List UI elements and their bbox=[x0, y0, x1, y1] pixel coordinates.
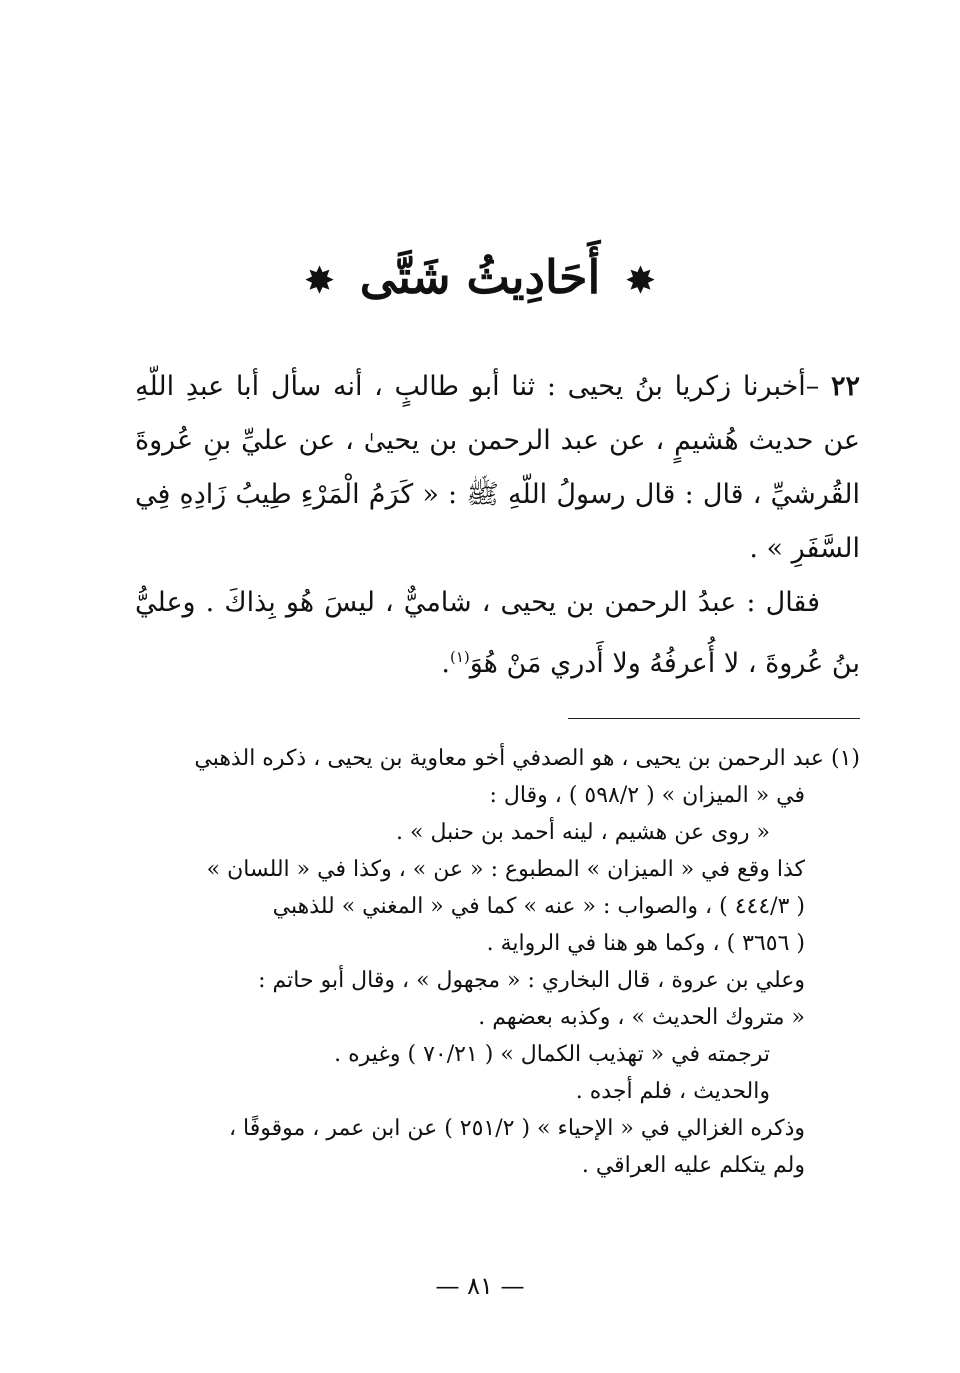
footnote-divider bbox=[568, 718, 860, 719]
footnote-reference[interactable]: (١) bbox=[449, 648, 470, 666]
page-number: — ٨١ — bbox=[435, 1272, 525, 1300]
footnote-line: ترجمته في « تهذيب الكمال » ( ٧٠/٢١ ) وغيره . bbox=[334, 1042, 770, 1067]
section-heading bbox=[0, 250, 960, 304]
footnote-line: كذا وقع في « الميزان » المطبوع : « عن » ، وكذا في « اللسان » bbox=[206, 857, 805, 882]
star-ornament-icon: ✸ bbox=[305, 261, 334, 301]
hadith-commentary-text: فقال : عبدُ الرحمن بن يحيى ، شاميٌّ ، ليسَ هُو بِذاكَ . وعليُّ بنُ عُروةَ ، لا أُعرفُهُ ولا أَدري مَنْ هُوَ bbox=[135, 587, 860, 679]
hadith-paragraph-2 bbox=[135, 576, 860, 691]
footnote-line: ( ٤٤٤/٣ ) ، والصواب : « عنه » كما في « المغني » للذهبي bbox=[272, 894, 805, 919]
hadith-isnad-text: –أخبرنا زكريا بنُ يحيى : ثنا أبو طالبٍ ، أنه سأل أبا عبدِ اللّهِ عن حديث هُشيمٍ ، عن عبد الرحمن بن يحيىٰ ، عن عليِّ بنِ عُروةَ القُرشيِّ ، قال : قال رسولُ اللّهِ ﷺ : « كَرَمُ الْمَرْءِ طِيبُ زَادِهِ فِي السَّفَرِ » . bbox=[135, 371, 860, 564]
footnote-line: وعلي بن عروة ، قال البخاري : « مجهول » ، وقال أبو حاتم : bbox=[258, 968, 805, 993]
section-title: أَحَادِيثُ شَتَّى bbox=[359, 250, 601, 304]
end-punctuation: . bbox=[441, 648, 450, 679]
footnote-line: وذكره الغزالي في « الإحياء » ( ٢٥١/٢ ) عن ابن عمر ، موقوفًا ، bbox=[228, 1116, 805, 1141]
footnote-line: (١) عبد الرحمن بن يحيى ، هو الصدفي أخو معاوية بن يحيى ، ذكره الذهبي bbox=[194, 746, 860, 771]
star-ornament-icon: ✸ bbox=[626, 261, 655, 301]
hadith-number: ٢٢ bbox=[830, 371, 860, 402]
footnote-line: « روى عن هشيم ، لينه أحمد بن حنبل » . bbox=[396, 820, 770, 845]
footnote-line: ولم يتكلم عليه العراقي . bbox=[581, 1153, 805, 1178]
footnote-line: ( ٣٦٥٦ ) ، وكما هو هنا في الرواية . bbox=[486, 931, 805, 956]
hadith-paragraph-1 bbox=[135, 360, 860, 576]
footnotes-section bbox=[135, 740, 860, 1184]
hadith-text bbox=[135, 360, 860, 691]
footnote-line: « متروك الحديث » ، وكذبه بعضهم . bbox=[478, 1005, 805, 1030]
footnote-line: والحديث ، فلم أجده . bbox=[575, 1079, 770, 1104]
footnote-line: في « الميزان » ( ٥٩٨/٢ ) ، وقال : bbox=[489, 783, 805, 808]
